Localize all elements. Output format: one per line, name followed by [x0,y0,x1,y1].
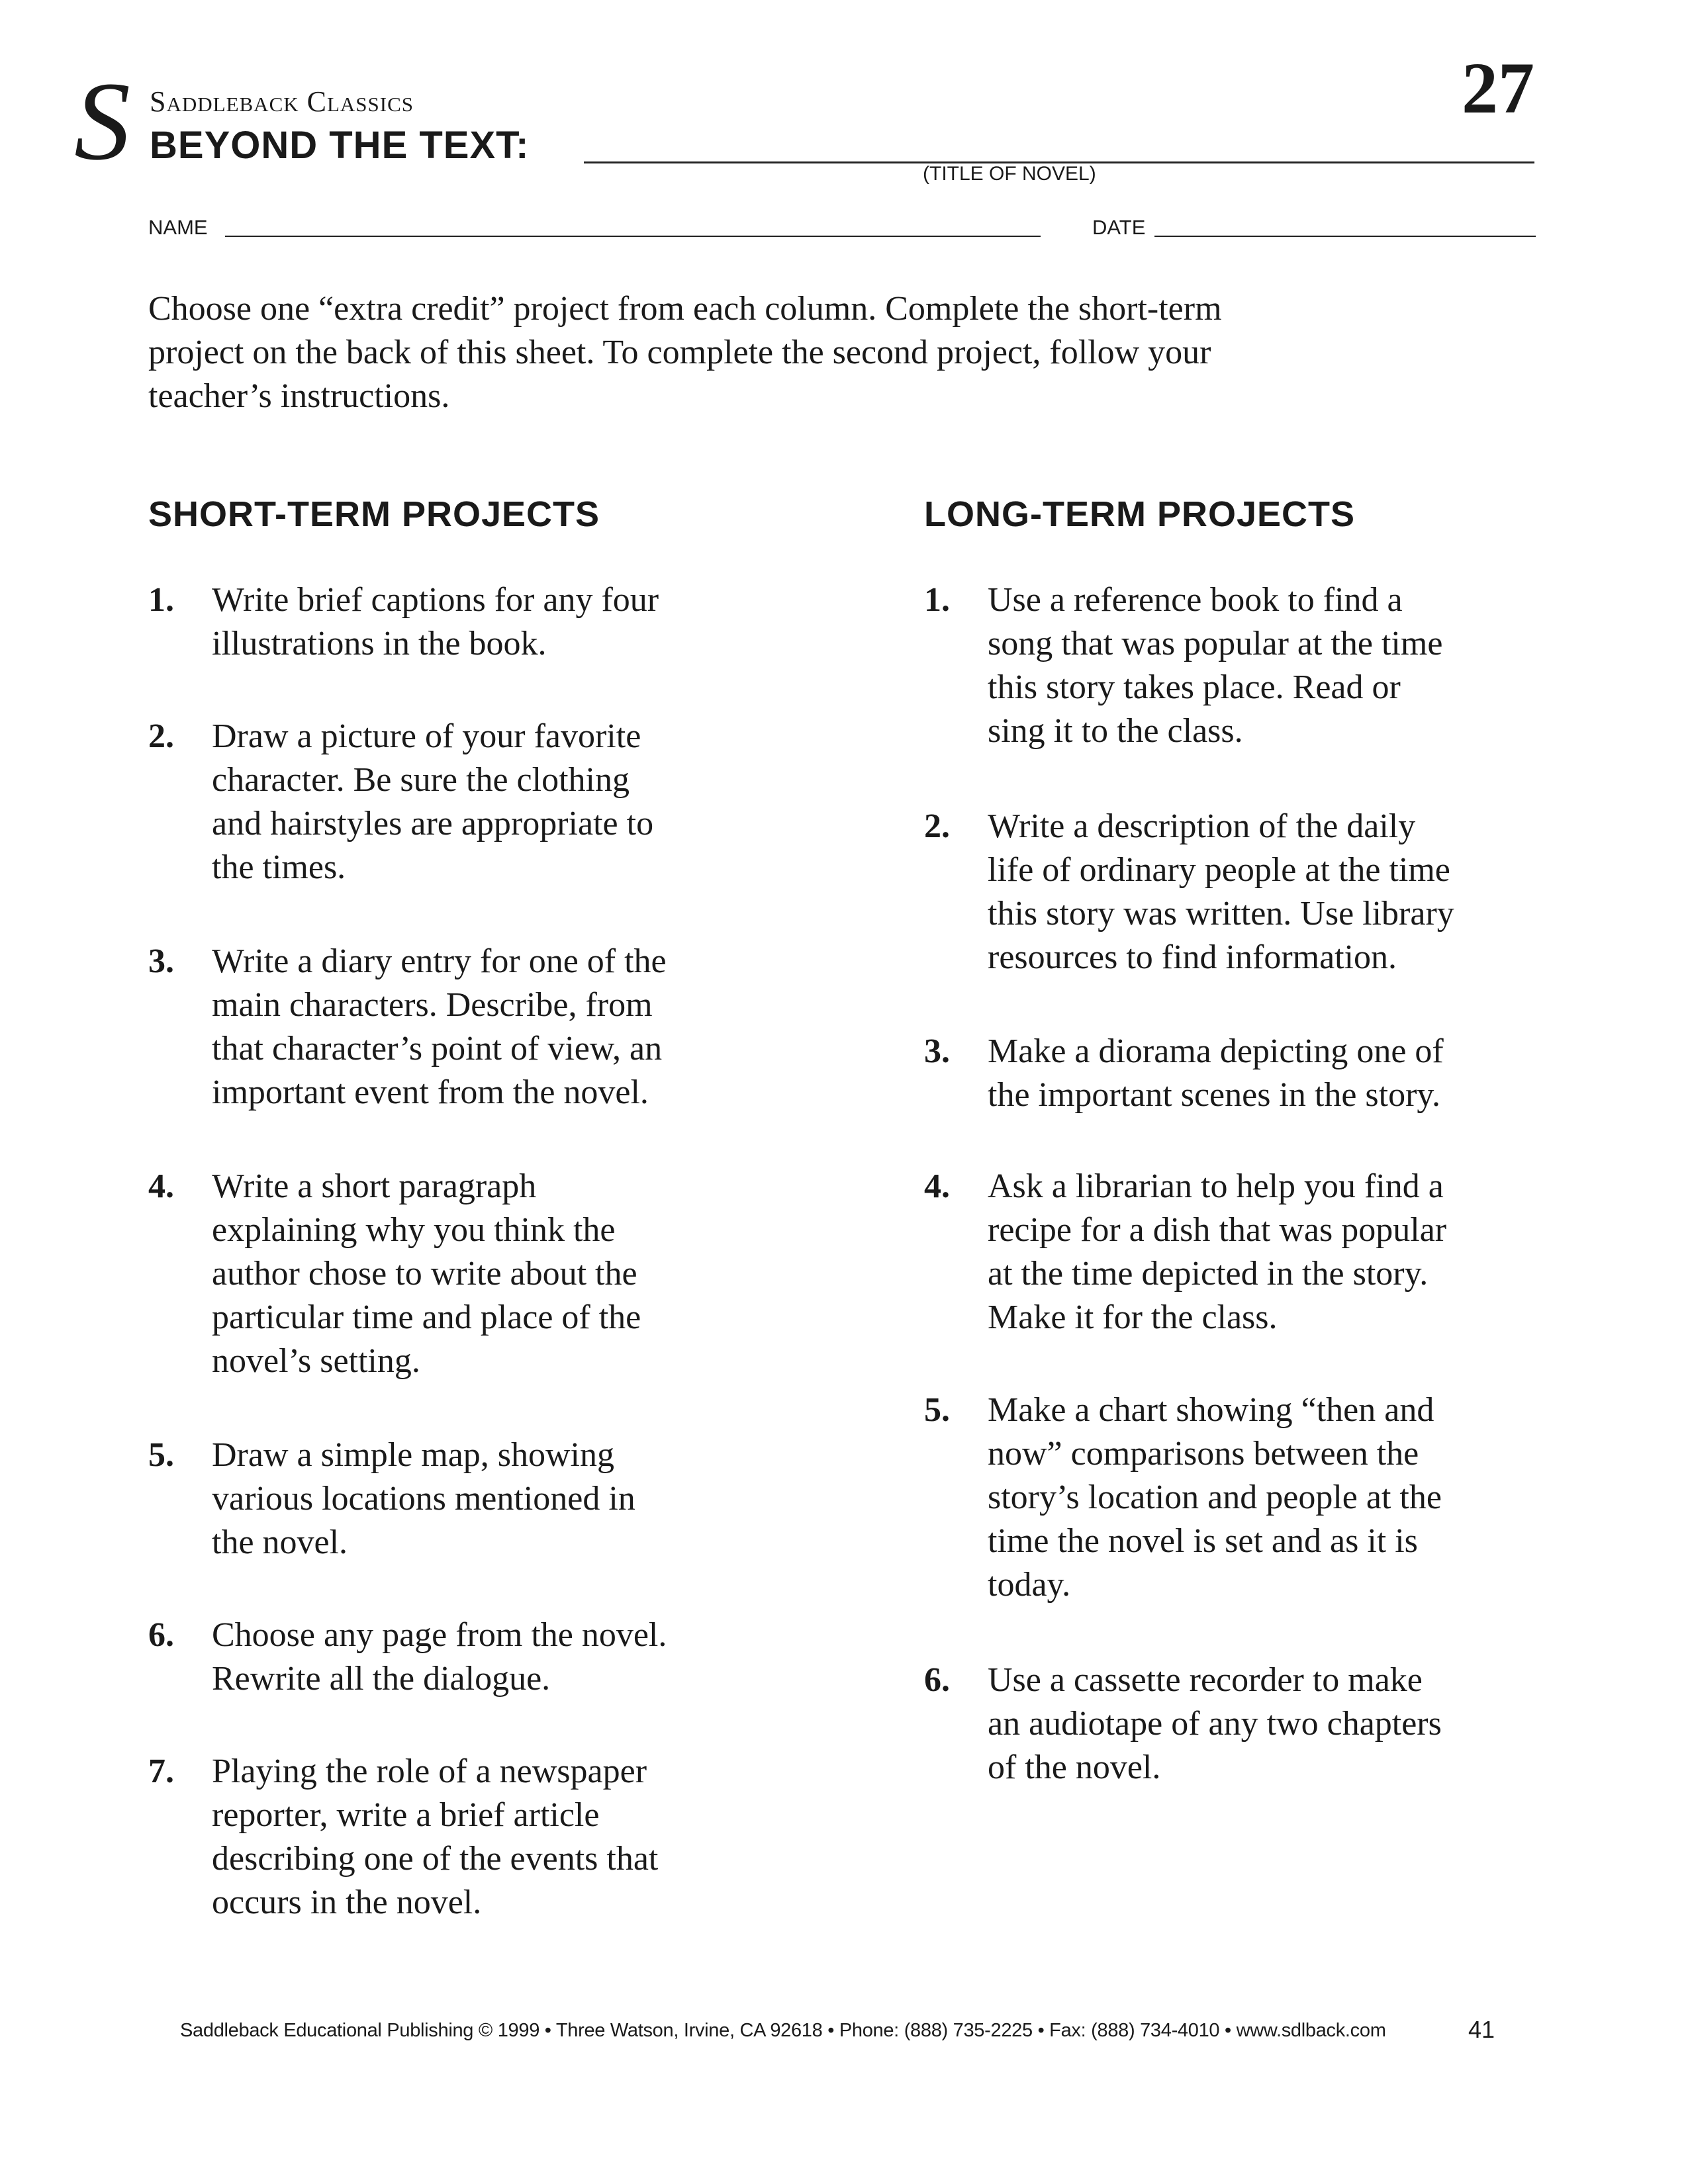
svg-text:S: S [74,66,130,172]
worksheet-title: BEYOND THE TEXT: [150,124,530,167]
item-line: song that was popular at the time [988,625,1443,662]
item-line: life of ordinary people at the time [988,851,1450,889]
item-number: 6. [148,1616,174,1654]
item-line: Draw a simple map, showing [212,1436,615,1474]
item-number: 5. [924,1391,950,1429]
instructions-line: project on the back of this sheet. To complete the second project, follow your [148,334,1211,371]
item-line: Playing the role of a newspaper [212,1752,647,1790]
item-line: resources to find information. [988,938,1397,976]
item-number: 2. [148,717,174,755]
brand-name: Saddleback Classics [150,85,414,118]
item-line: character. Be sure the clothing [212,761,630,799]
item-line: particular time and place of the [212,1298,641,1336]
item-line: of the novel. [988,1749,1161,1786]
date-label: DATE [1092,216,1146,239]
name-label: NAME [148,216,208,239]
item-line: at the time depicted in the story. [988,1255,1429,1293]
item-line: Make a diorama depicting one of [988,1032,1444,1070]
worksheet-number: 27 [1462,48,1534,128]
item-number: 6. [924,1661,950,1699]
item-line: illustrations in the book. [212,625,547,662]
item-line: Write a description of the daily [988,807,1416,845]
item-number: 5. [148,1436,174,1474]
item-number: 1. [924,581,950,619]
item-line: the novel. [212,1524,348,1561]
item-line: Write brief captions for any four [212,581,659,619]
item-line: reporter, write a brief article [212,1796,600,1834]
item-line: important event from the novel. [212,1073,649,1111]
item-line: the times. [212,848,346,886]
item-line: Choose any page from the novel. [212,1616,667,1654]
item-line: Rewrite all the dialogue. [212,1660,551,1698]
item-line: today. [988,1566,1071,1604]
item-line: time the novel is set and as it is [988,1522,1418,1560]
item-line: novel’s setting. [212,1342,420,1380]
date-field-line[interactable] [1154,236,1536,237]
item-line: and hairstyles are appropriate to [212,805,654,842]
publisher-footer: Saddleback Educational Publishing © 1999 • Three Watson, Irvine, CA 92618 • Phone: (888) 735-2225 • Fax: (888) 734-4010 • www.sdlback.com [180,2020,1386,2041]
item-line: occurs in the novel. [212,1884,482,1921]
item-line: sing it to the class. [988,712,1243,750]
saddleback-logo-icon [71,66,151,172]
title-of-novel-caption: (TITLE OF NOVEL) [923,163,1096,185]
item-number: 2. [924,807,950,845]
instructions-line: Choose one “extra credit” project from each column. Complete the short-term [148,290,1222,328]
item-line: story’s location and people at the [988,1479,1442,1516]
short-term-heading: SHORT-TERM PROJECTS [148,494,600,534]
footer-page-number: 41 [1468,2016,1495,2043]
item-line: Write a short paragraph [212,1167,537,1205]
instructions-line: teacher’s instructions. [148,377,450,415]
item-line: this story was written. Use library [988,895,1454,933]
item-line: an audiotape of any two chapters [988,1705,1442,1743]
item-line: Use a reference book to find a [988,581,1403,619]
item-line: describing one of the events that [212,1840,659,1878]
long-term-heading: LONG-TERM PROJECTS [924,494,1356,534]
name-field-line[interactable] [225,236,1041,237]
item-number: 3. [924,1032,950,1070]
item-line: author chose to write about the [212,1255,637,1293]
item-line: recipe for a dish that was popular [988,1211,1447,1249]
item-line: Make it for the class. [988,1298,1278,1336]
item-number: 3. [148,942,174,980]
item-number: 1. [148,581,174,619]
item-line: various locations mentioned in [212,1480,635,1518]
item-line: main characters. Describe, from [212,986,653,1024]
item-line: Use a cassette recorder to make [988,1661,1423,1699]
item-number: 4. [148,1167,174,1205]
instructions [148,287,1538,418]
item-line: explaining why you think the [212,1211,616,1249]
item-line: Write a diary entry for one of the [212,942,667,980]
item-line: Ask a librarian to help you find a [988,1167,1444,1205]
item-line: Draw a picture of your favorite [212,717,641,755]
item-line: Make a chart showing “then and [988,1391,1434,1429]
item-line: that character’s point of view, an [212,1030,663,1068]
item-line: now” comparisons between the [988,1435,1419,1473]
item-number: 4. [924,1167,950,1205]
item-line: the important scenes in the story. [988,1076,1441,1114]
item-line: this story takes place. Read or [988,668,1401,706]
item-number: 7. [148,1752,174,1790]
